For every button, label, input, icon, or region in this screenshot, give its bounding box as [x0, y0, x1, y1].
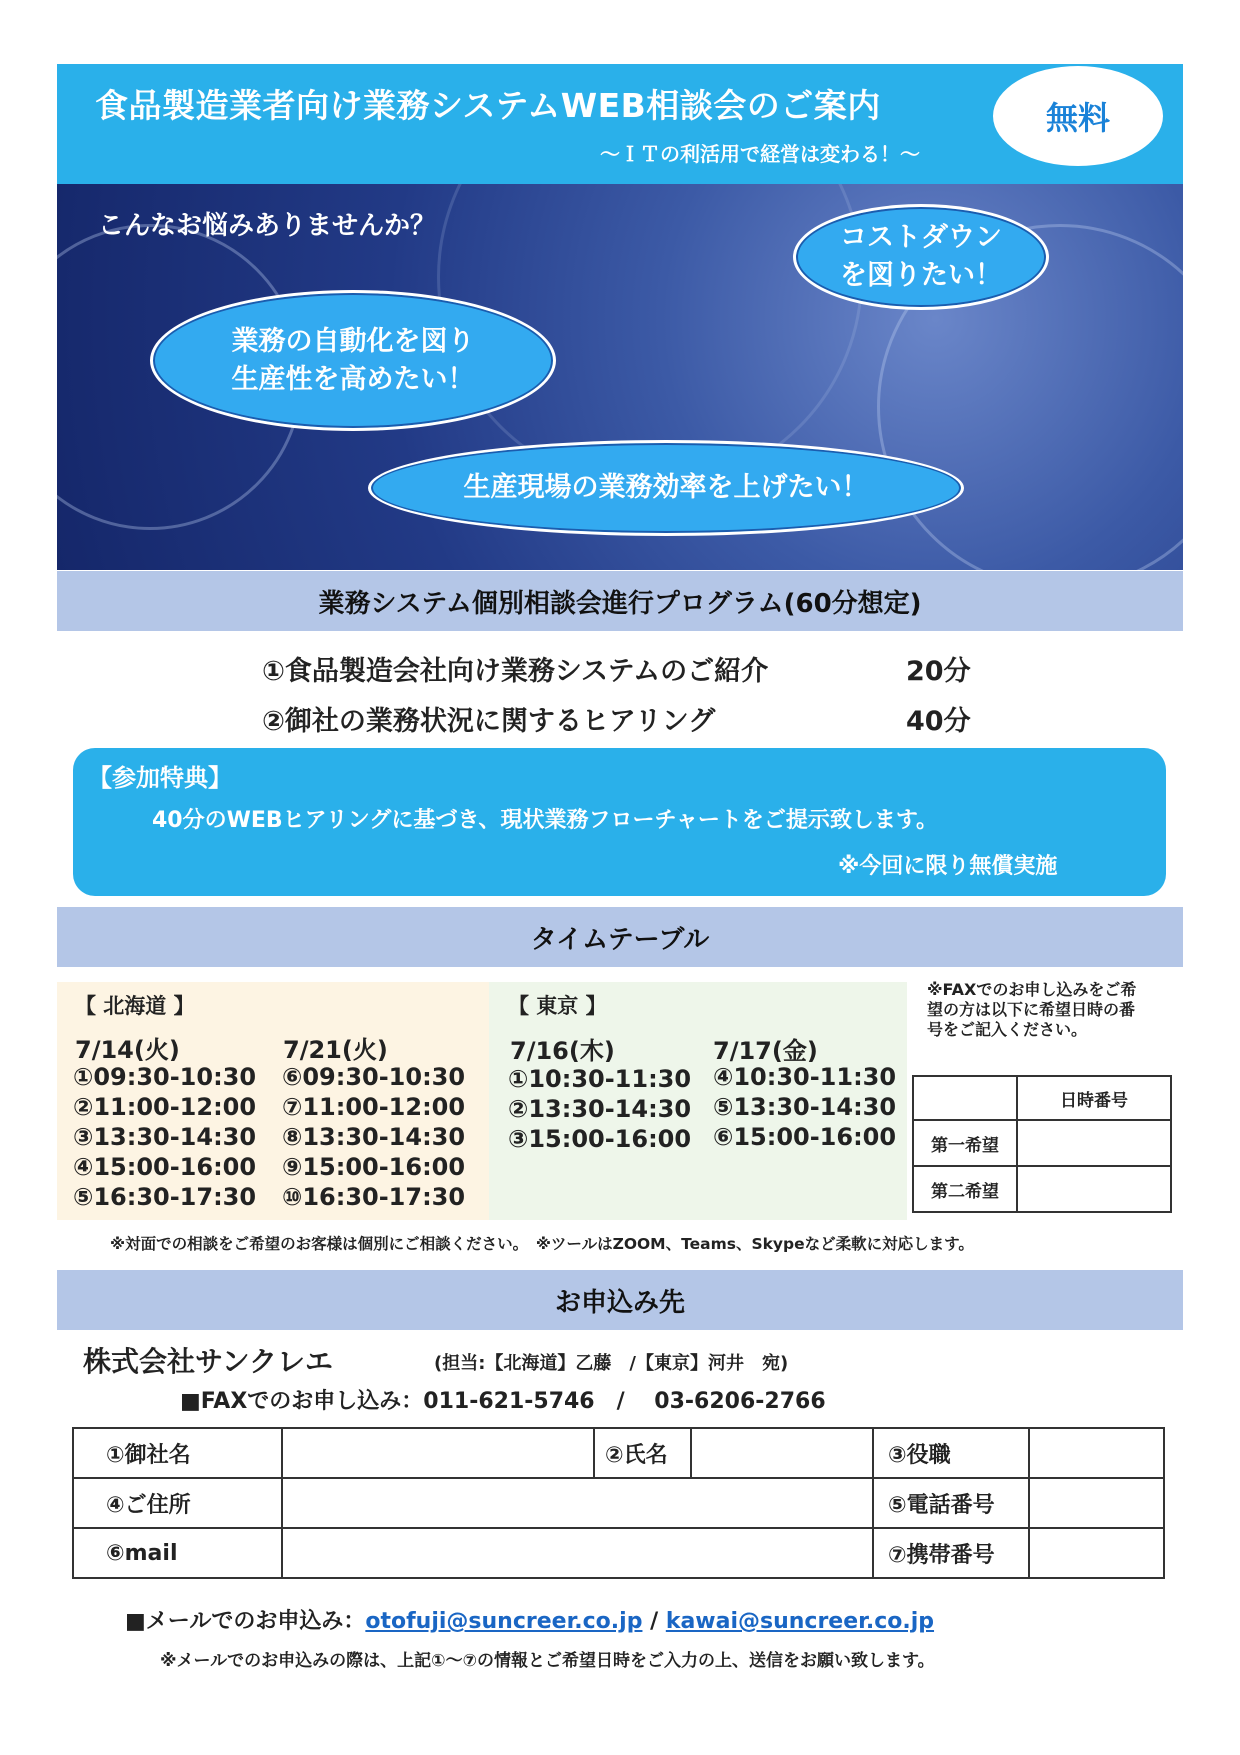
form-input-address[interactable]: [282, 1478, 873, 1528]
program-item-time: 20分: [906, 656, 971, 687]
time-slot: ④10:30-11:30: [713, 1063, 897, 1091]
pref-first-label: 第一希望: [913, 1120, 1017, 1166]
pref-second-input[interactable]: [1017, 1166, 1171, 1212]
time-slot: ⑦11:00-12:00: [282, 1093, 466, 1121]
form-input-mail[interactable]: [282, 1528, 873, 1578]
application-form: [72, 1427, 1165, 1579]
date-label: 7/17(金): [713, 1037, 818, 1065]
date-label: 7/14(火): [75, 1036, 180, 1064]
form-label-address: ④ご住所: [73, 1478, 282, 1528]
program-item-label: ②御社の業務状況に関するヒアリング: [262, 706, 716, 737]
time-slot: ②11:00-12:00: [73, 1093, 257, 1121]
slot-list: [713, 1062, 896, 1152]
time-slot: ⑩16:30-17:30: [282, 1183, 466, 1211]
time-slot: ②13:30-14:30: [508, 1095, 692, 1123]
speech-bubble-cost: [793, 204, 1049, 310]
benefit-text: 40分のWEBヒアリングに基づき、現状業務フローチャートをご提示致します。: [152, 808, 939, 833]
slot-list: [282, 1062, 465, 1212]
fax-numbers: ■FAXでのお申し込み：011-621-5746 / 03-6206-2766: [180, 1389, 826, 1414]
mail-prefix: ■メールでのお申込み：: [125, 1609, 366, 1634]
pref-header: 日時番号: [1017, 1076, 1171, 1120]
date-label: 7/16(木): [510, 1037, 615, 1065]
preference-table: [912, 1075, 1172, 1213]
bubble-text: 生産性を高めたい！: [231, 363, 475, 395]
time-slot: ③15:00-16:00: [508, 1125, 692, 1153]
pref-second-label: 第二希望: [913, 1166, 1017, 1212]
bubble-text: 業務の自動化を図り: [231, 325, 475, 357]
form-input-position[interactable]: [1029, 1428, 1164, 1478]
form-label-mobile: ⑦携帯番号: [873, 1528, 1029, 1578]
timetable-heading: タイムテーブル: [57, 907, 1183, 967]
form-label-company: ①御社名: [73, 1428, 282, 1478]
time-slot: ①09:30-10:30: [73, 1063, 257, 1091]
time-slot: ③13:30-14:30: [73, 1123, 257, 1151]
page-title: 食品製造業者向け業務システムWEB相談会のご案内: [95, 86, 881, 125]
apply-heading: お申込み先: [57, 1270, 1183, 1330]
mail-link-kawai[interactable]: kawai@suncreer.co.jp: [665, 1609, 935, 1634]
program-item-label: ①食品製造会社向け業務システムのご紹介: [262, 656, 769, 687]
pref-corner-cell: [913, 1076, 1017, 1120]
program-heading: 業務システム個別相談会進行プログラム(60分想定): [57, 571, 1183, 631]
benefit-title: 【参加特典】: [88, 764, 232, 792]
free-badge: 無料: [993, 66, 1163, 166]
time-slot: ⑤16:30-17:30: [73, 1183, 257, 1211]
bubble-text: を図りたい！: [840, 260, 1002, 291]
time-slot: ⑧13:30-14:30: [282, 1123, 466, 1151]
mail-note: ※メールでのお申込みの際は、上記①～⑦の情報とご希望日時をご入力の上、送信をお願い致します。: [160, 1651, 935, 1671]
bubble-text: コストダウン: [840, 222, 1002, 253]
mail-separator: /: [642, 1609, 666, 1634]
hero-question: こんなお悩みありませんか？: [98, 211, 437, 241]
mail-link-otofuji[interactable]: otofuji@suncreer.co.jp: [365, 1609, 643, 1634]
form-input-mobile[interactable]: [1029, 1528, 1164, 1578]
pref-first-input[interactable]: [1017, 1120, 1171, 1166]
bubble-text: 生産現場の業務効率を上げたい！: [463, 472, 869, 503]
fax-note: ※FAXでのお申し込みをご希望の方は以下に希望日時の番号をご記入ください。: [927, 980, 1137, 1039]
slot-list: [508, 1064, 691, 1154]
company-name: 株式会社サンクレエ: [83, 1345, 334, 1378]
form-input-company[interactable]: [282, 1428, 594, 1478]
time-slot: ④15:00-16:00: [73, 1153, 257, 1181]
page-subtitle: ～ＩＴの利活用で経営は変わる！～: [600, 142, 920, 166]
time-slot: ⑥09:30-10:30: [282, 1063, 466, 1091]
form-label-mail: ⑥mail: [73, 1528, 282, 1578]
form-input-name[interactable]: [691, 1428, 873, 1478]
speech-bubble-efficiency: [368, 440, 964, 536]
speech-bubble-automation: [150, 290, 556, 431]
time-slot: ⑥15:00-16:00: [713, 1123, 897, 1151]
form-label-name: ②氏名: [594, 1428, 691, 1478]
time-slot: ①10:30-11:30: [508, 1065, 692, 1093]
mail-line: [125, 1604, 934, 1635]
date-label: 7/21(火): [283, 1036, 388, 1064]
program-item-time: 40分: [906, 706, 971, 737]
form-label-phone: ⑤電話番号: [873, 1478, 1029, 1528]
contact-persons: (担当:【北海道】乙藤 /【東京】河井 宛): [434, 1353, 789, 1374]
time-slot: ⑨15:00-16:00: [282, 1153, 466, 1181]
slot-list: [73, 1062, 256, 1212]
benefit-note: ※今回に限り無償実施: [838, 854, 1058, 879]
form-label-position: ③役職: [873, 1428, 1029, 1478]
time-slot: ⑤13:30-14:30: [713, 1093, 897, 1121]
region-label-tokyo: 【 東京 】: [508, 994, 607, 1018]
timetable-note: ※対面での相談をご希望のお客様は個別にご相談ください。 ※ツールはZOOM、Teams、Skypeなど柔軟に対応します。: [110, 1235, 974, 1253]
region-label-hokkaido: 【 北海道 】: [75, 994, 195, 1018]
form-input-phone[interactable]: [1029, 1478, 1164, 1528]
